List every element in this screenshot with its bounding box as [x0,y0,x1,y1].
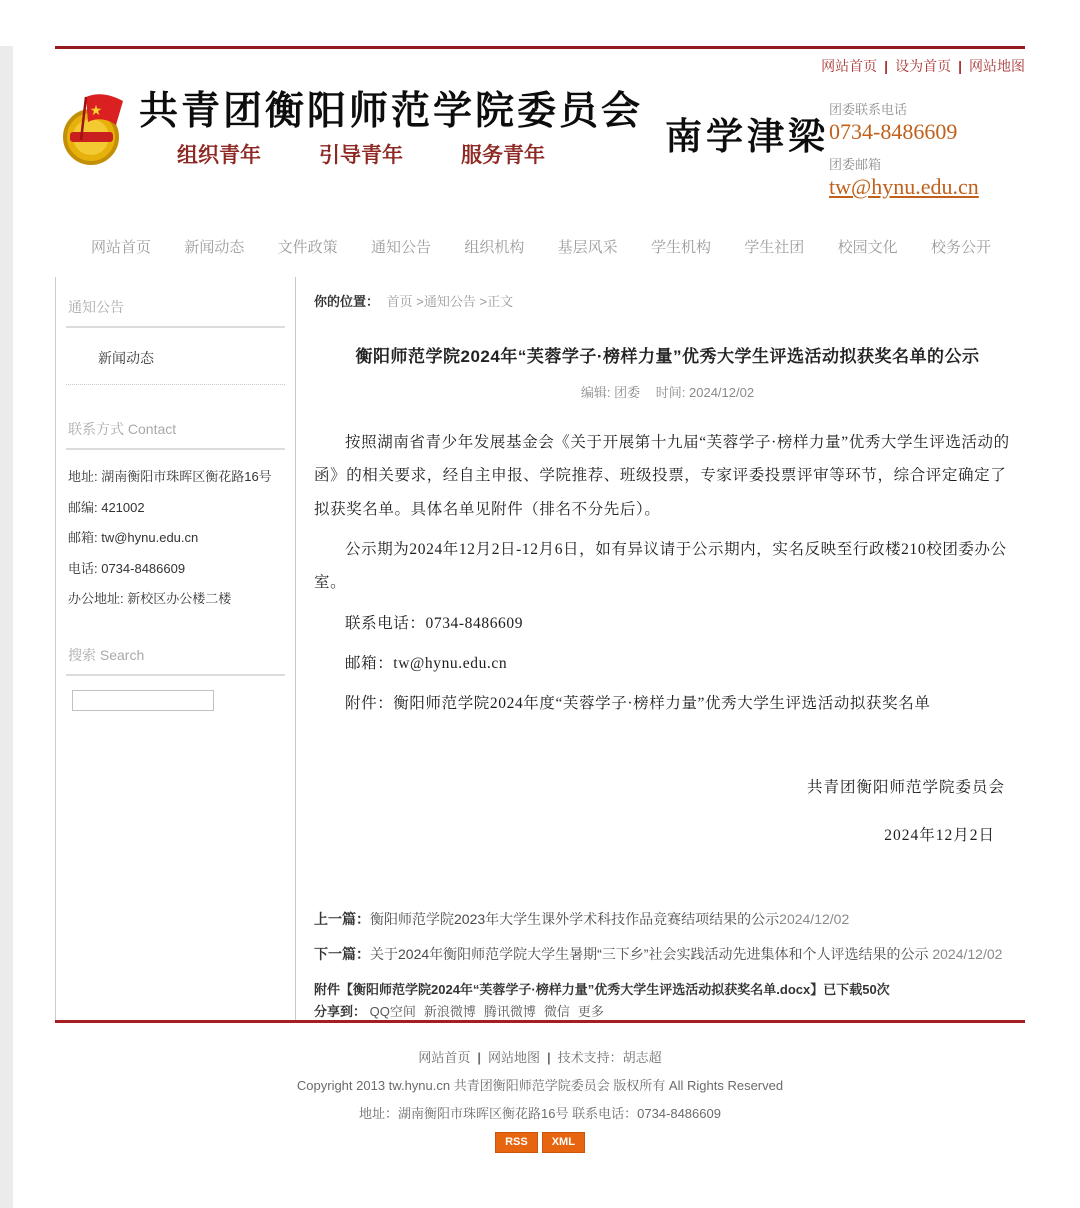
attachment-download-count: 已下载50次 [823,981,890,997]
breadcrumb-home[interactable]: 首页 [386,294,413,309]
prev-article-link[interactable]: 衡阳师范学院2023年大学生课外学术科技作品竞赛结项结果的公示 [370,910,780,927]
topbar-link-home[interactable]: 网站首页 [821,58,878,74]
slogan-2: 引导青年 [319,143,403,167]
next-article-row [314,944,1021,964]
topbar-separator: | [958,58,962,74]
site-title: 共青团衡阳师范学院委员会 [139,90,644,133]
xml-badge[interactable]: XML [542,1132,585,1153]
email-link[interactable]: tw@hynu.edu.cn [829,174,979,199]
footer-links-line [55,1047,1025,1066]
nav-item-notices[interactable]: 通知公告 [370,239,431,256]
brand-block [139,90,643,169]
prev-article-row [314,909,1021,929]
signature-date: 2024年12月2日 [884,826,995,844]
nav-item-home[interactable]: 网站首页 [91,239,152,256]
next-article-link[interactable]: 关于2024年衡阳师范学院大学生暑期“三下乡”社会实践活动先进集体和个人评选结果的公示 [370,945,929,962]
signature-organization: 共青团衡阳师范学院委员会 [806,778,1005,796]
next-article-date: 2024/12/02 [928,945,1003,962]
prev-next-pager [314,909,1021,964]
site-footer [55,1047,1025,1183]
footer-copyright: Copyright 2013 tw.hynu.cn 共青团衡阳师范学院委员会 版权所有 All Rights Reserved [296,1077,784,1093]
share-row [314,1001,1021,1020]
contact-phone: 电话: 0734-8486609 [68,560,186,576]
league-emblem-icon [55,90,131,166]
prev-label: 上一篇： [314,910,370,927]
nav-item-organization[interactable]: 组织机构 [464,239,525,256]
search-input[interactable] [72,690,214,711]
main-area [55,277,1025,1023]
share-sina-weibo[interactable]: 新浪微博 [423,1003,476,1019]
topbar [55,49,1025,76]
topbar-link-set-homepage[interactable]: 设为首页 [895,58,952,74]
footer-badges [55,1132,1025,1153]
share-label: 分享到： [314,1003,367,1019]
breadcrumb-current: 正文 [487,294,514,309]
nav-item-policies[interactable]: 文件政策 [277,239,338,256]
phone-label: 团委联系电话 [829,102,908,117]
nav-item-news[interactable]: 新闻动态 [184,239,245,256]
main-nav [55,230,1025,267]
attachment-row [314,979,1021,1001]
article-time: 时间: 2024/12/02 [655,385,755,400]
sidebar-search-header: 搜索 Search [66,641,285,676]
footer-link-home[interactable]: 网站首页 [418,1049,471,1065]
nav-item-student-orgs[interactable]: 学生机构 [650,239,711,256]
share-more[interactable]: 更多 [577,1003,604,1019]
topbar-separator: | [884,58,889,74]
breadcrumb-notices[interactable]: 通知公告 [423,294,476,309]
footer-separator: | [477,1049,481,1065]
email-label: 团委邮箱 [829,157,882,172]
slogan-row [139,139,643,169]
contact-office: 办公地址: 新校区办公楼二楼 [68,591,232,607]
footer-address: 地址：湖南衡阳市珠晖区衡花路16号 联系电话：0734-8486609 [359,1105,721,1121]
share-wechat[interactable]: 微信 [543,1003,570,1019]
sidebar-notice-header: 通知公告 [66,293,285,328]
share-qzone[interactable]: QQ空间 [369,1003,416,1019]
footer-separator: | [547,1049,551,1065]
article-paragraph: 公示期为2024年12月2日-12月6日，如有异议请于公示期内，实名反映至行政楼210校团委办公室。 [314,540,1007,592]
article-paragraph: 附件：衡阳师范学院2024年度“芙蓉学子·榜样力量”优秀大学生评选活动拟获奖名单 [345,695,931,713]
prev-article-date: 2024/12/02 [779,910,850,927]
contact-zip: 邮编: 421002 [68,499,145,515]
article-paragraph: 按照湖南省青少年发展基金会《关于开展第十九届“芙蓉学子·榜样力量”优秀大学生评选活动的函》的相关要求，经自主申报、学院推荐、班级投票，专家评委投票评审等环节，综合评定确定了拟获奖名单。具体名单见附件（排名不分先后）。 [314,434,1010,518]
article-meta [314,382,1021,401]
content-column [296,277,1025,1020]
sidebar-contact-lines [66,450,285,623]
article-signature [314,775,1021,845]
page-container [55,46,1025,1183]
article-editor: 编辑: 团委 [580,385,641,400]
nav-item-grassroots[interactable]: 基层风采 [557,239,618,256]
article-paragraph: 邮箱：tw@hynu.edu.cn [345,654,508,672]
breadcrumb-separator: > [416,294,424,309]
slogan-3: 服务青年 [461,143,545,167]
share-tencent-weibo[interactable]: 腾讯微博 [483,1003,536,1019]
attachment-prefix: 附件 [314,981,341,997]
svg-text:★: ★ [89,102,103,118]
footer-tech-support: 技术支持：胡志超 [557,1049,662,1065]
article-paragraph: 联系电话：0734-8486609 [345,614,524,632]
next-label: 下一篇： [314,945,370,962]
article-title: 衡阳师范学院2024年“芙蓉学子·榜样力量”优秀大学生评选活动拟获奖名单的公示 [355,347,980,366]
nav-item-student-clubs[interactable]: 学生社团 [744,239,805,256]
sidebar-contact-header: 联系方式 Contact [66,415,285,450]
nav-item-campus-culture[interactable]: 校园文化 [837,239,898,256]
page-left-gutter [0,46,13,1208]
site-header [55,90,1025,200]
site-motto: 南学津梁 [665,116,830,157]
attachment-download-link[interactable]: 【衡阳师范学院2024年“芙蓉学子·榜样力量”优秀大学生评选活动拟获奖名单.docx】 [340,981,824,997]
breadcrumb-separator: > [479,294,488,309]
topbar-link-sitemap[interactable]: 网站地图 [969,58,1025,74]
phone-number: 0734-8486609 [829,119,958,144]
sidebar [55,277,296,1020]
rss-badge[interactable]: RSS [495,1132,538,1153]
header-contact [829,90,1025,200]
article-body [314,426,1021,721]
footer-link-sitemap[interactable]: 网站地图 [487,1049,540,1065]
breadcrumb-label: 你的位置： [314,294,380,309]
nav-item-school-affairs[interactable]: 校务公开 [930,239,991,256]
contact-address: 地址: 湖南衡阳市珠晖区衡花路16号 [68,469,272,484]
breadcrumb [314,291,1021,310]
slogan-1: 组织青年 [177,143,261,167]
sidebar-item-news[interactable]: 新闻动态 [66,328,285,385]
contact-email: 邮箱: tw@hynu.edu.cn [68,530,199,546]
